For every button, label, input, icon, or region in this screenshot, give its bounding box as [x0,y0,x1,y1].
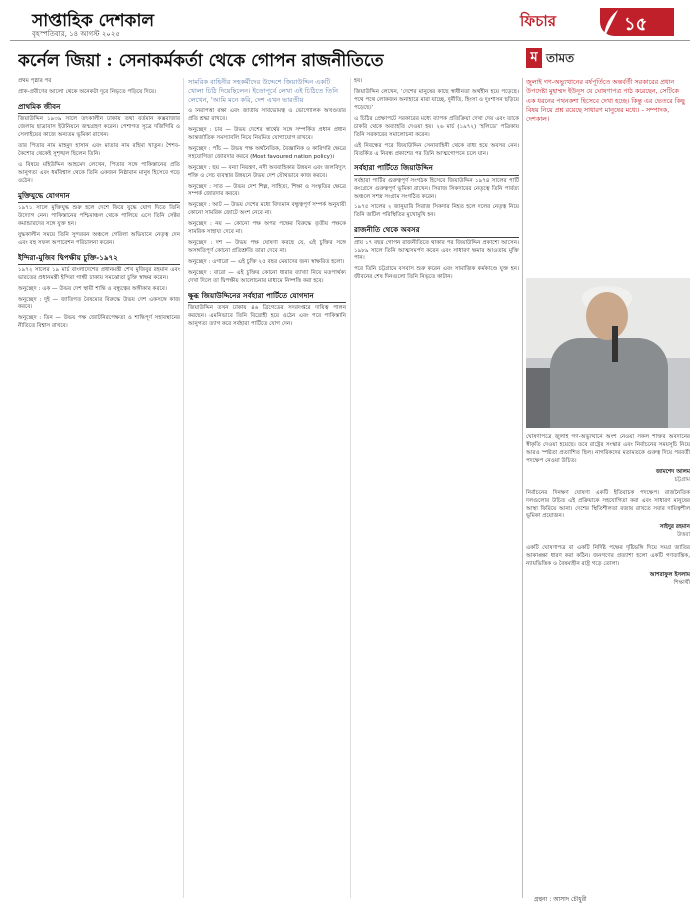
continued-note: প্রথম পৃষ্ঠার পর [18,78,52,84]
letter-text: নির্বাচনের দিনক্ষণ ঘোষণা একটি ইতিবাচক পদক্ষেপ। রাজনৈতিক দলগুলোর উচিত এই প্রক্রিয়াকে সহযোগিতা করা এবং সাধারণ মানুষের আস্থা ফিরিয়ে আনা। দেশের স্থিতিশীলতা বজায় রাখতে সবার দায়িত্বশীল ভূমিকা প্রয়োজন। [526,489,690,520]
article-column-3 [354,78,519,898]
letter-place: শিক্ষার্থী [673,580,690,586]
letter-author: আশরাফুল ইসলাম [649,572,690,579]
letter-text: একটি ঘোষণাপত্র বা একটি নির্দিষ্ট পক্ষের দৃষ্টিভঙ্গি দিয়ে সমগ্র জাতির আকাঙ্ক্ষা ধারণ করা কঠিন। জনগণের প্রত্যাশা হলো একটি গণতান্ত্রিক, ন্যায়ভিত্তিক ও বৈষম্যহীন রাষ্ট্র গড়ে তোলা। [526,545,690,568]
paragraph: অনুচ্ছেদ : সাত — উভয় দেশ শিল্প, সাহিত্য, শিক্ষা ও সংস্কৃতির ক্ষেত্রে সম্পর্ক জোরদার করবে। [188,183,346,198]
article-column-2 [188,108,346,898]
page-number-badge [600,8,674,36]
photo-figure-head [586,292,628,340]
section-heading: ক্ষুব্ধ জিয়াউদ্দিনের সর্বহারা পার্টিতে যোগদান [188,291,346,303]
letter-place: চট্টগ্রাম [674,476,690,483]
paragraph: ও নিরাপত্তা রক্ষা এবং জাতীয় সার্বভৌমত্ব ও ভৌগোলিক অখণ্ডতার প্রতি শ্রদ্ধা রাখবে। [188,108,346,122]
paragraph: অনুচ্ছেদ : ছয় — বন্যা নিয়ন্ত্রণ, নদী অববাহিকার উন্নয়ন এবং জলবিদ্যুৎ শক্তি ও সেচ ব্যবস্থার উন্নয়নে উভয় দেশ যৌথভাবে কাজ করবে। [188,164,346,179]
paragraph: অনুচ্ছেদ : দশ — উভয় পক্ষ ঘোষণা করছে যে, এই চুক্তির সঙ্গে অসঙ্গতিপূর্ণ কোনো প্রতিশ্রুতি তারা দেবে না। [188,240,346,255]
paragraph: জিয়াউদ্দিন লেখেন, ‘দেশের মানুষের কাছে স্বাধীনতা অর্থহীন হয়ে পড়েছে। পথে পথে লোকজন অনাহারে মারা যাচ্ছে, দুর্নীতি, হিংসা ও দুঃশাসন ছড়িয়ে পড়েছে।’ [354,88,519,111]
column-divider [183,78,184,898]
microphone-icon [612,326,618,362]
letter-place: উত্তরা [676,532,690,539]
matamat-rest: তামত [546,51,575,65]
article-headline: কর্নেল জিয়া : সেনাকর্মকর্তা থেকে গোপন রাজনীতিতে [18,51,384,71]
paragraph: এ বিষয়ে মহিউদ্দিন আহমেদ লেখেন, পিতার সঙ্গে পাকিস্তানের প্রতি আনুগত্য এবং ধর্মবিশ্বাস থেকে তিনি একজন নিষ্ঠাবান মানুষ হিসেবে গড়ে ওঠেন। [18,161,180,184]
pull-quote: সামরিক বাহিনীর সহকর্মীদের উদ্দেশে জিয়াউদ্দিন একটি খোলা চিঠি দিয়েছিলেন। ইতোপূর্বে লেখা এই চিঠিতে তিনি লেখেন, ‘আমি মনে করি, দেশ এখন ভারতীয় [188,78,339,105]
section-heading: সর্বহারা পার্টিতে জিয়াউদ্দিন [354,163,519,175]
sidebar-divider [522,78,523,898]
paragraph: তার পিতার নাম মাহমুদ হাসান এবং মাতার নাম রহিমা খাতুন। শৈশব-কৈশোর থেকেই সুশৃঙ্খল ছিলেন তিনি। [18,142,180,157]
paper-name: সাপ্তাহিক দেশকাল [32,11,155,31]
section-heading: রাজনীতি থেকে অবসর [354,225,519,237]
masthead-divider [10,40,690,41]
article-column-1 [18,78,180,898]
column-divider [350,78,351,898]
quill-icon [600,8,620,36]
paragraph: অনুচ্ছেদ : এক — উভয় দেশ স্থায়ী শান্তি ও বন্ধুত্বের অঙ্গীকার করবে। [18,285,167,292]
reader-letters [526,434,690,904]
opinion-intro-text: জুলাই গণ-অভ্যুত্থানের বর্ষপূর্তিতে অন্তর্বর্তী সরকারের প্রধান উপদেষ্টা মুহাম্মদ ইউনূস যে ঘোষণাপত্র পাঠ করেছেন, সেটিকে এক ধরনের পথনকশা হিসেবে দেখা হচ্ছে। কিন্তু এর ভেতরে কিছু বিষয় নিয়ে প্রশ্ন রয়েছে সাধারণ মানুষের মধ্যে। - সম্পাদক, দেশকাল। [526,78,685,124]
paragraph: প্রায় ১৭ বছর গোপন রাজনীতিতে থাকার পর জিয়াউদ্দিন প্রকাশ্যে আসেন। ১৯৮৯ সালে তিনি আত্মসমর্পণ করেন এবং সাধারণ ক্ষমার আওতায় মুক্তি পান। [354,239,519,262]
photo-figure-body [550,338,668,428]
paragraph: অনুচ্ছেদ : বারো — এই চুক্তির কোনো ধারার ব্যাখ্যা নিয়ে মতপার্থক্য দেখা দিলে তা দ্বিপক্ষীয় আলোচনার মাধ্যমে নিষ্পত্তি করা হবে। [188,269,346,284]
section-heading: প্রাথমিক জীবন [18,102,180,114]
opinion-sidebar [526,48,690,903]
paragraph: জিয়াউদ্দিন ১৯৩৯ সালে তৎকালীন ঢাকায় তথা বর্তমান কক্সবাজার জেলায় ছাত্রাবাস ইউনিয়নে জন্মগ্রহণ করেন। পেশাগত সূত্রে দর্জিগিরি ও সেলাইয়ের কাজে অন্যতম ভূমিকা রাখেন। [18,116,180,138]
compiled-by-credit: গ্রন্থনা : আসাদ চৌধুরী [534,896,587,903]
paragraph: এই নিবন্ধের পরে জিয়াউদ্দিন সেনাবাহিনী থেকে বাধ্য হয়ে অবসর নেন। বিতর্কিত এ নিবন্ধ প্রকাশের পর তিনি আত্মগোপনে চলে যান। [354,142,519,157]
issue-date: বৃহস্পতিবার, ১৪ আগস্ট ২০২৫ [32,30,120,38]
matamat-label [526,48,690,72]
lead-text: প্রাক-প্রবীণের আলো থেকে অনেকটা দূরে নিভৃতে পড়িয়ে দিয়ে। [18,88,157,95]
paragraph: অনুচ্ছেদ : দুই — জাতিগত বৈষম্যের বিরুদ্ধে উভয় দেশ একসঙ্গে কাজ করবে। [18,296,180,311]
paragraph: জিয়াউদ্দিন তখন ঢাকায় ৪৬ ব্রিগেডের সদরদপ্তরে দায়িত্ব পালন করছেন। এমনিভাবে তিনি বিদ্রোহী হয়ে ওঠেন এবং পরে পাকিস্তানি আনুগত্য ত্যাগ করে সর্বহারা পার্টিতে যোগ দেন। [188,305,346,327]
speaker-photo [526,278,690,428]
letter-author: জামশেদ আলম [656,468,690,475]
paragraph: এ চিঠির প্রেক্ষাপটে সরকারের মধ্যে ব্যাপক প্রতিক্রিয়া দেখা দেয় এবং তাকে চাকরি থেকে অব্যাহতি দেওয়া হয়। ২৬ মার্চ (১৯৭২) ‘হলিডে’ পত্রিকায় তিনি সরকারের সমালোচনা করেন। [354,115,519,138]
paragraph: হয়। [354,78,363,84]
paragraph: ১৯৭২ সালের ১৯ মার্চ বাংলাদেশের প্রধানমন্ত্রী শেখ মুজিবুর রহমান এবং ভারতের প্রধানমন্ত্রী ইন্দিরা গান্ধী ঢাকায় সমঝোতা চুক্তি স্বাক্ষর করেন। [18,266,180,281]
paragraph: অনুচ্ছেদ : নয় — কোনো পক্ষ অপর পক্ষের বিরুদ্ধে তৃতীয় পক্ষকে সামরিক সাহায্য দেবে না। [188,221,346,236]
paragraph: অনুচ্ছেদ : পাঁচ — উভয় পক্ষ অর্থনৈতিক, বৈজ্ঞানিক ও কারিগরি ক্ষেত্রে সহযোগিতা জোরদার করবে (Most favoured nation policy)। [188,145,346,160]
paragraph: ১৯৭১ সালে মুক্তিযুদ্ধ শুরু হলে দেশে ফিরে যুদ্ধে যোগ দিতে তিনি উদ্যোগ নেন। পাকিস্তানের পশ্চিমাঞ্চল থেকে পালিয়ে এসে তিনি সেক্টর কমান্ডারদের সঙ্গে যুক্ত হন। [18,204,180,227]
paragraph: অনুচ্ছেদ : তিন — উভয় পক্ষ জোটনিরপেক্ষতা ও শান্তিপূর্ণ সহাবস্থানের নীতিতে বিশ্বাস রাখবে। [18,315,180,330]
letter-text: ঘোষণাপত্রে জুলাই গণ-অভ্যুত্থানে অংশ নেওয়া সকল শক্তির অবদানের স্বীকৃতি দেওয়া হয়েছে। তবে রাষ্ট্রের সংস্কার এবং নির্বাচনের সময়সূচি নিয়ে আরও স্পষ্টতা প্রত্যাশিত ছিল। নাগরিকদের মতামতকে গুরুত্ব দিয়ে পরবর্তী পদক্ষেপ নেওয়া উচিত। [526,434,690,464]
paragraph: অনুচ্ছেদ : চার — উভয় দেশের স্বার্থের সঙ্গে সম্পর্কিত প্রধান প্রধান আন্তর্জাতিক সমস্যাবলি নিয়ে নিয়মিত যোগাযোগ রাখবে। [188,126,346,141]
section-heading: ইন্দিরা-মুজিব দ্বিপক্ষীয় চুক্তি-১৯৭২ [18,253,180,265]
letter-author: সাইদুর রহমান [659,524,690,531]
opinion-intro [526,78,690,278]
page-number: ১৫ [624,14,648,35]
paragraph: অনুচ্ছেদ : এগারো — এই চুক্তি ২৫ বছর মেয়াদের জন্য স্বাক্ষরিত হলো। [188,259,345,265]
paragraph: পরে তিনি চট্টগ্রামে বসবাস শুরু করেন এবং সামাজিক কর্মকাণ্ডে যুক্ত হন। জীবনের শেষ দিনগুলো তিনি নিভৃতে কাটান। [354,266,519,281]
paragraph: যুদ্ধকালীন সময়ে তিনি সুন্দরবন অঞ্চলে গেরিলা অভিযানে নেতৃত্ব দেন এবং বহু সফল অপারেশন পরিচালনা করেন। [18,231,180,246]
paragraph: ১৯৭৫ সালের ২ জানুয়ারি সিরাজ সিকদার নিহত হলে দলের নেতৃত্ব নিয়ে তিনি জটিল পরিস্থিতির মুখোমুখি হন। [354,204,519,219]
paragraph: সর্বহারা পার্টির গুরুত্বপূর্ণ সংগঠক হিসেবে জিয়াউদ্দিন ১৯৭৪ সালের পার্টি কংগ্রেসে গুরুত্বপূর্ণ ভূমিকা রাখেন। সিরাজ সিকদারের নেতৃত্বে তিনি পার্বত্য অঞ্চলে সশস্ত্র সংগ্রাম সংগঠিত করেন। [354,177,519,200]
section-tag: ফিচার [520,12,556,30]
masthead [10,8,690,38]
paragraph: অনুচ্ছেদ : আট — উভয় দেশের মধ্যে বিদ্যমান বন্ধুত্বপূর্ণ সম্পর্ক অনুযায়ী কোনো সামরিক জোটে অংশ নেবে না। [188,202,346,217]
matamat-initial: ম [526,48,542,68]
section-heading: মুক্তিযুদ্ধে যোগদান [18,191,180,203]
